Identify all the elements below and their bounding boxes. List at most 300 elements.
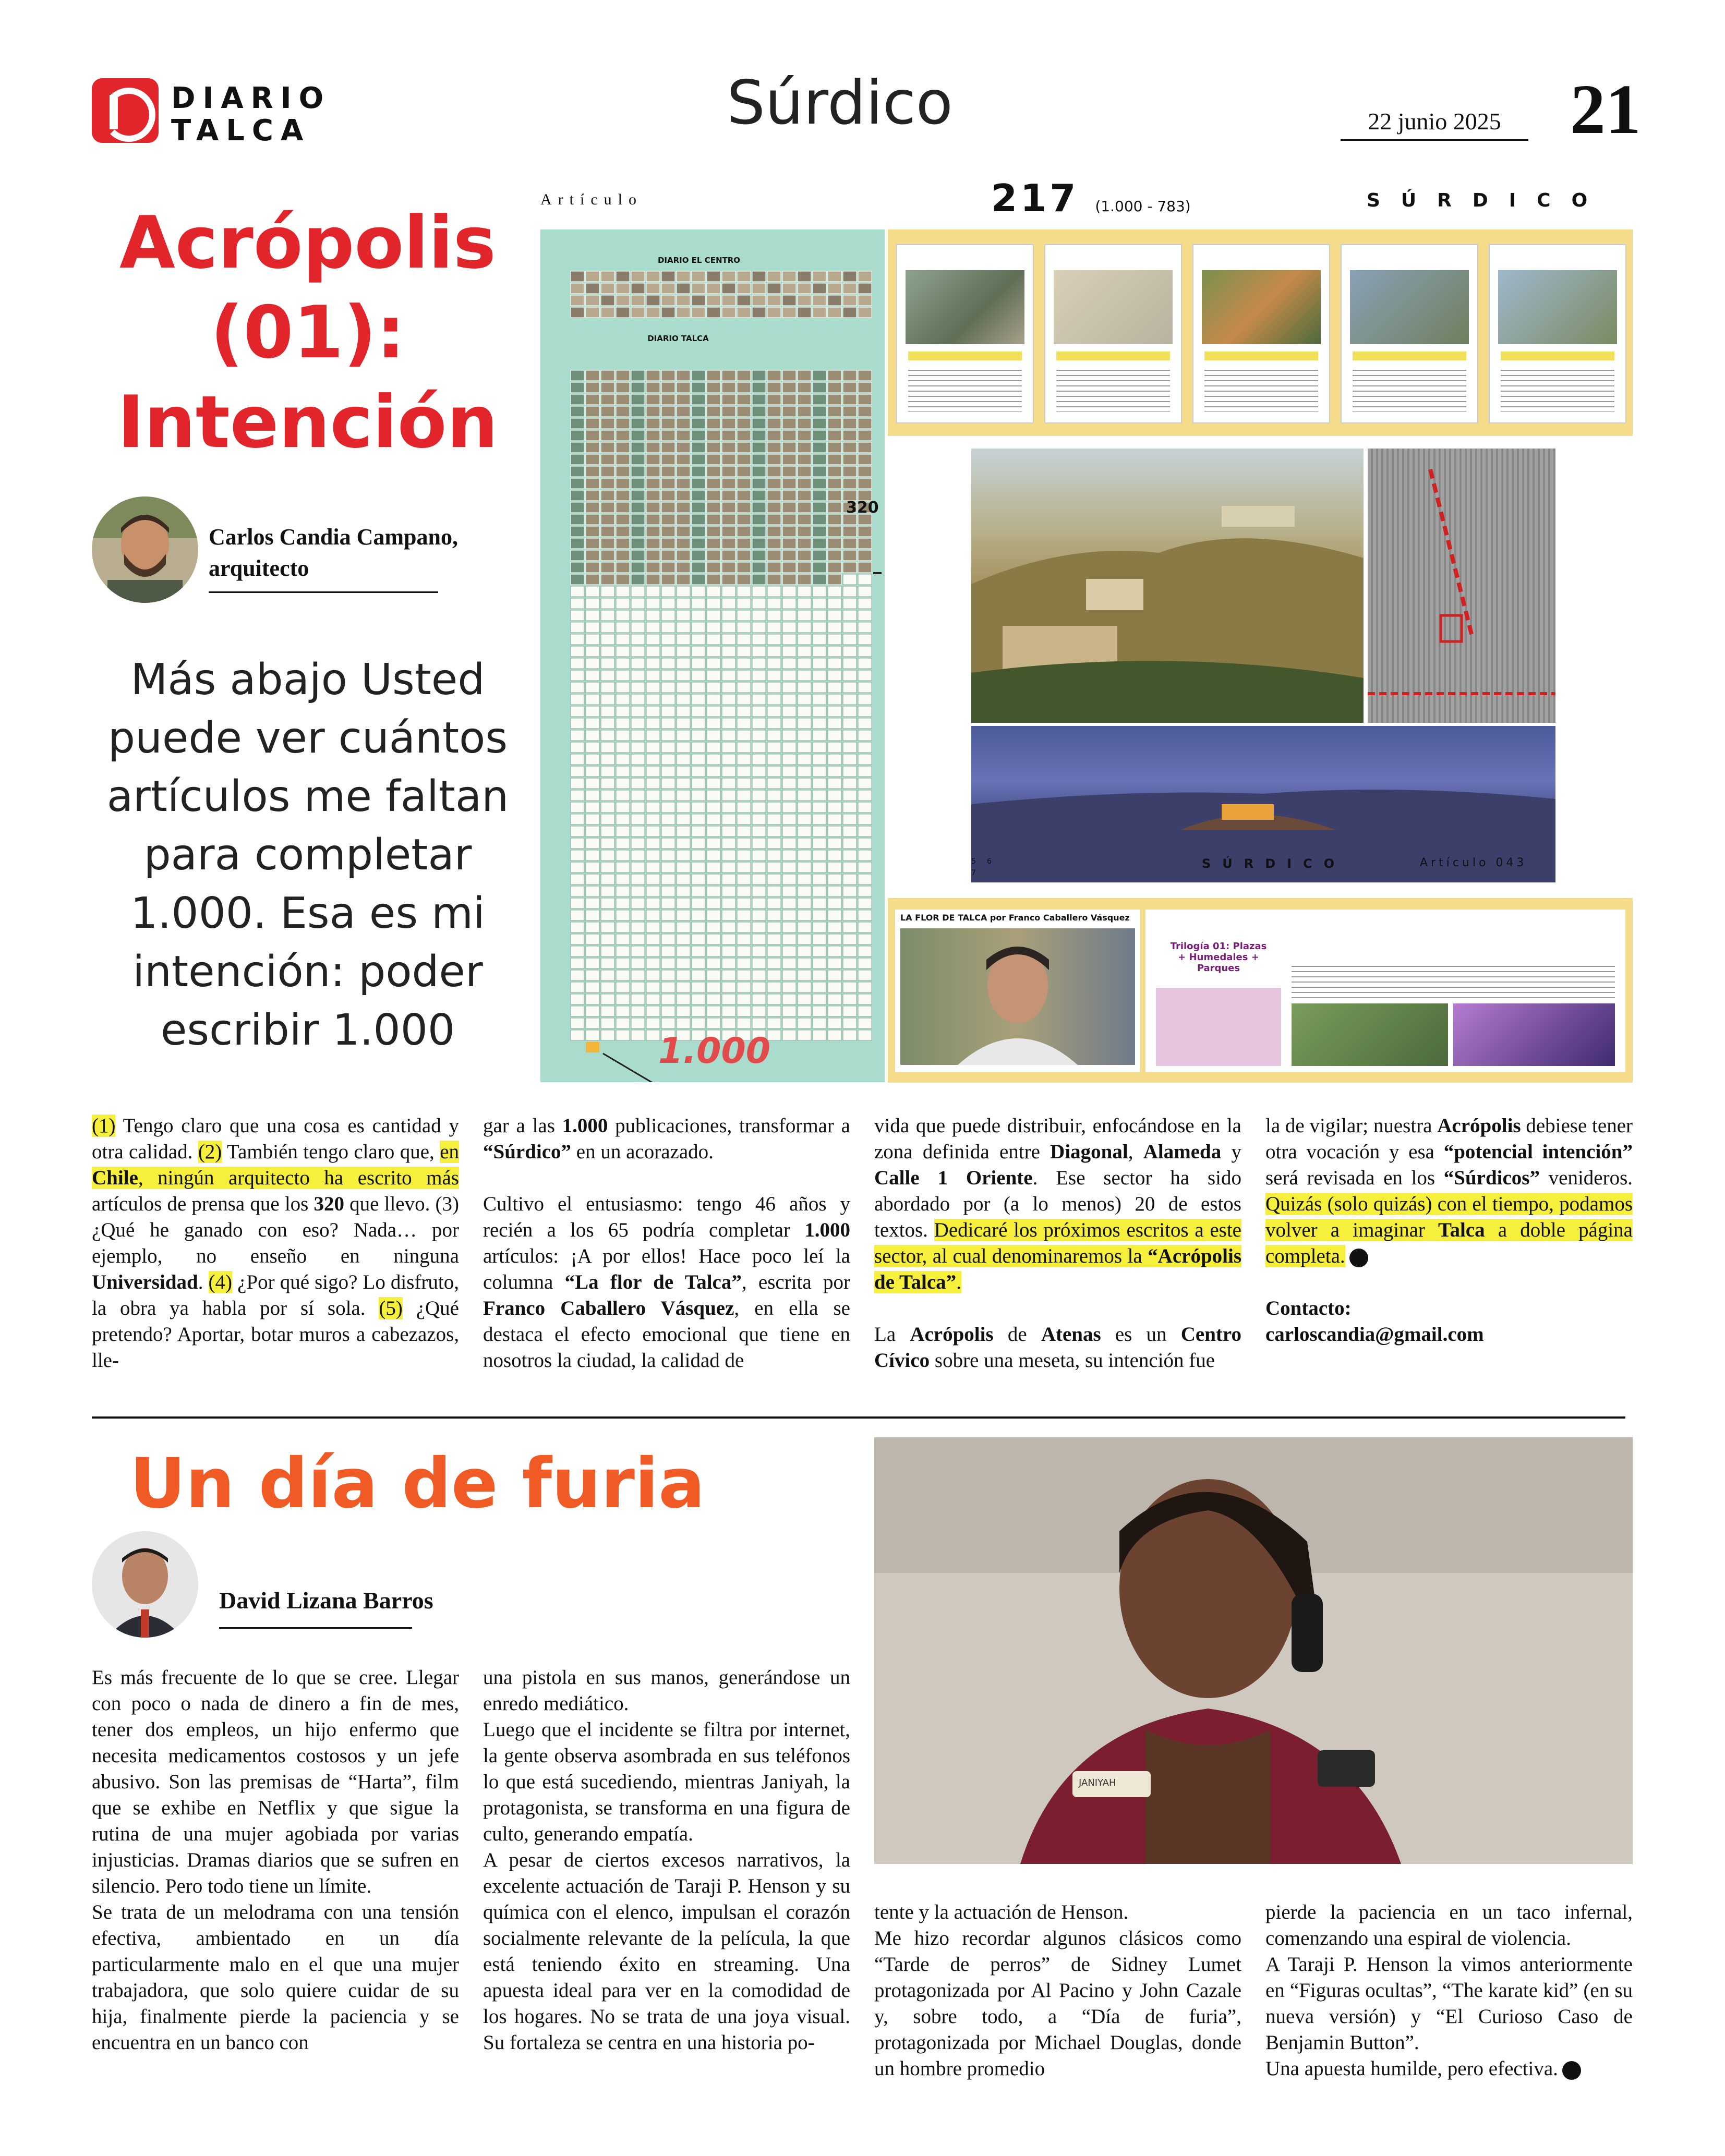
grid-cell-pending: [798, 670, 811, 681]
grid-cell-published: [798, 478, 811, 489]
grid-cell-published: [646, 442, 660, 453]
grid-cell-pending: [601, 682, 614, 693]
grid-cell-pending: [631, 1018, 645, 1028]
grid-cell-published: [798, 562, 811, 573]
grid-cell-pending: [828, 742, 841, 753]
grid-cell-published: [571, 394, 584, 405]
grid-cell-pending: [692, 922, 705, 932]
grid-cell-pending: [571, 922, 584, 932]
grid-cell-published: [677, 442, 690, 453]
grid-cell-published: [828, 526, 841, 537]
grid-cell-pending: [752, 1018, 766, 1028]
grid-cell-published: [631, 550, 645, 561]
grid-cell-pending: [737, 802, 751, 813]
grid-cell-pending: [722, 922, 735, 932]
grid-cell-published: [616, 394, 630, 405]
grid-cell-pending: [782, 778, 796, 789]
grid-cell-pending: [616, 1018, 630, 1028]
grid-cell-pending: [737, 850, 751, 861]
grid-cell-pending: [782, 934, 796, 944]
grid-cell-pending: [616, 670, 630, 681]
grid-cell-published: [707, 514, 720, 525]
grid-cell-pending: [828, 682, 841, 693]
grid-cell-published: [692, 406, 705, 417]
grid-cell-pending: [843, 670, 857, 681]
grid-cell-pending: [752, 586, 766, 597]
grid-cell-published: [782, 430, 796, 441]
grid-cell-published: [828, 307, 841, 318]
spread-index-b: 6: [987, 857, 992, 866]
grid-cell-pending: [767, 958, 781, 968]
grid-cell-pending: [843, 838, 857, 849]
grid-cell-pending: [692, 826, 705, 837]
grid-cell-pending: [843, 802, 857, 813]
grid-cell-pending: [828, 826, 841, 837]
trilogia-spread: [1145, 910, 1625, 1072]
grid-cell-pending: [586, 754, 599, 765]
grid-cell-published: [571, 478, 584, 489]
grid-cell-published: [677, 526, 690, 537]
grid-cell-pending: [813, 802, 826, 813]
grid-cell-pending: [586, 658, 599, 669]
harta-film-still: [874, 1437, 1633, 1864]
grid-cell-pending: [828, 1018, 841, 1028]
grid-cell-pending: [692, 958, 705, 968]
grid-cell-published: [782, 514, 796, 525]
grid-cell-pending: [798, 694, 811, 705]
grid-cell-published: [858, 466, 872, 477]
grid-cell-pending: [646, 598, 660, 609]
grid-cell-published: [616, 526, 630, 537]
grid-cell-pending: [813, 598, 826, 609]
grid-cell-pending: [798, 730, 811, 741]
grid-cell-pending: [646, 610, 660, 621]
grid-cell-pending: [601, 982, 614, 992]
grid-cell-published: [858, 562, 872, 573]
grid-cell-pending: [798, 898, 811, 909]
grid-cell-pending: [782, 622, 796, 633]
grid-cell-published: [571, 550, 584, 561]
grid-cell-published: [828, 370, 841, 381]
grid-cell-pending: [616, 610, 630, 621]
grid-cell-pending: [813, 1006, 826, 1016]
grid-cell-pending: [828, 970, 841, 980]
grid-cell-pending: [586, 790, 599, 801]
grid-cell-published: [752, 442, 766, 453]
grid-cell-published: [752, 502, 766, 513]
grid-cell-published: [586, 442, 599, 453]
grid-cell-pending: [767, 670, 781, 681]
grid-cell-published: [767, 271, 781, 282]
grid-cell-pending: [616, 814, 630, 825]
grid-cell-pending: [722, 586, 735, 597]
grid-cell-published: [661, 466, 675, 477]
grid-cell-pending: [828, 718, 841, 729]
grid-cell-pending: [782, 658, 796, 669]
grid-cell-published: [707, 430, 720, 441]
grid-cell-pending: [737, 910, 751, 920]
grid-cell-pending: [737, 946, 751, 956]
grid-cell-pending: [661, 958, 675, 968]
grid-cell-published: [737, 382, 751, 393]
grid-cell-published: [813, 562, 826, 573]
grid-cell-published: [631, 502, 645, 513]
grid-cell-pending: [782, 718, 796, 729]
grid-cell-pending: [692, 1018, 705, 1028]
grid-cell-published: [813, 538, 826, 549]
grid-cell-published: [707, 526, 720, 537]
grid-cell-published: [843, 370, 857, 381]
grid-cell-pending: [843, 706, 857, 717]
grid-cell-pending: [586, 862, 599, 873]
grid-cell-published: [586, 283, 599, 294]
grid-cell-published: [601, 307, 614, 318]
grid-cell-published: [737, 307, 751, 318]
grid-cell-pending: [798, 766, 811, 777]
grid-cell-published: [722, 538, 735, 549]
grid-cell-published: [813, 370, 826, 381]
grid-cell-published: [813, 478, 826, 489]
grid-cell-pending: [707, 718, 720, 729]
grid-cell-pending: [813, 646, 826, 657]
grid-cell-pending: [631, 622, 645, 633]
grid-cell-published: [752, 394, 766, 405]
grid-cell-pending: [752, 946, 766, 956]
grid-cell-pending: [767, 982, 781, 992]
grid-cell-published: [813, 295, 826, 306]
grid-cell-pending: [782, 634, 796, 645]
grid-cell-pending: [707, 742, 720, 753]
grid-cell-pending: [782, 694, 796, 705]
grid-cell-pending: [798, 982, 811, 992]
grid-cell-published: [677, 574, 690, 585]
grid-cell-published: [677, 295, 690, 306]
grid-cell-published: [677, 478, 690, 489]
grid-cell-pending: [752, 718, 766, 729]
grid-cell-pending: [661, 970, 675, 980]
grid-cell-pending: [767, 898, 781, 909]
grid-cell-published: [571, 490, 584, 501]
grid-cell-pending: [616, 622, 630, 633]
grid-cell-pending: [798, 718, 811, 729]
grid-cell-pending: [631, 826, 645, 837]
grid-cell-pending: [692, 994, 705, 1004]
article-2-column-2: una pistola en sus manos, generándose un enredo mediático. Luego que el incidente se filtra por internet, la gente observa asombrada en sus teléfonos lo que está sucediendo, mientras Janiyah, la protagonista, se transforma en una figura de culto, generando empatía. A pesar de ciertos excesos narrativos, la excelente actuación de Taraji P. Henson y su química con el elenco, impulsan el corazón socialmente relevante de la película, la que está teniendo éxito en streaming. Una apuesta ideal para ver en la comodidad de los hogares. No se trata de una joya visual. Su fortaleza se centra en una historia po-: [483, 1666, 850, 2054]
grid-cell-published: [782, 394, 796, 405]
grid-cell-pending: [646, 886, 660, 897]
grid-cell-published: [707, 283, 720, 294]
grid-cell-pending: [661, 610, 675, 621]
grid-cell-pending: [631, 994, 645, 1004]
author-2-avatar: [92, 1531, 198, 1638]
grid-cell-pending: [677, 658, 690, 669]
grid-cell-pending: [843, 778, 857, 789]
logo-line-2: TALCA: [171, 114, 311, 148]
grid-cell-pending: [843, 718, 857, 729]
grid-cell-pending: [798, 682, 811, 693]
grid-cell-pending: [692, 850, 705, 861]
grid-cell-pending: [631, 958, 645, 968]
grid-cell-published: [813, 526, 826, 537]
grid-cell-published: [843, 442, 857, 453]
grid-cell-pending: [677, 706, 690, 717]
grid-cell-published: [571, 295, 584, 306]
grid-cell-pending: [843, 586, 857, 597]
grid-cell-published: [798, 538, 811, 549]
grid-arrow-icon: [603, 1053, 654, 1082]
grid-cell-pending: [858, 838, 872, 849]
grid-cell-pending: [616, 790, 630, 801]
grid-cell-published: [828, 382, 841, 393]
grid-cell-pending: [646, 802, 660, 813]
grid-cell-pending: [646, 790, 660, 801]
grid-cell-published: [661, 490, 675, 501]
grid-cell-published: [752, 271, 766, 282]
grid-cell-published: [661, 394, 675, 405]
grid-cell-pending: [616, 946, 630, 956]
grid-cell-published: [737, 430, 751, 441]
grid-cell-published: [798, 295, 811, 306]
grid-cell-pending: [601, 646, 614, 657]
trilogia-photo-grid: [1156, 988, 1281, 1066]
grid-cell-pending: [571, 598, 584, 609]
grid-cell-pending: [692, 898, 705, 909]
grid-cell-pending: [631, 862, 645, 873]
grid-cell-pending: [601, 586, 614, 597]
grid-cell-published: [798, 490, 811, 501]
grid-cell-published: [601, 562, 614, 573]
grid-cell-pending: [571, 718, 584, 729]
grid-cell-published: [813, 406, 826, 417]
grid-cell-pending: [677, 646, 690, 657]
grid-cell-pending: [707, 994, 720, 1004]
grid-cell-pending: [782, 682, 796, 693]
grid-cell-pending: [843, 646, 857, 657]
grid-cell-published: [767, 550, 781, 561]
grid-cell-published: [661, 406, 675, 417]
page-number: 21: [1570, 70, 1641, 149]
grid-cell-pending: [661, 802, 675, 813]
grid-cell-published: [707, 574, 720, 585]
grid-cell-pending: [767, 634, 781, 645]
grid-cell-published: [646, 406, 660, 417]
grid-cell-published: [631, 454, 645, 465]
grid-cell-published: [692, 454, 705, 465]
grid-cell-pending: [646, 874, 660, 885]
grid-cell-published: [858, 394, 872, 405]
grid-cell-published: [798, 430, 811, 441]
grid-cell-pending: [646, 814, 660, 825]
grid-cell-published: [586, 394, 599, 405]
grid-cell-pending: [843, 742, 857, 753]
grid-cell-pending: [631, 802, 645, 813]
author-1-role: arquitecto: [209, 555, 309, 581]
grid-cell-pending: [737, 682, 751, 693]
grid-cell-pending: [661, 898, 675, 909]
grid-cell-pending: [571, 802, 584, 813]
grid-cell-published: [767, 418, 781, 429]
grid-cell-pending: [631, 670, 645, 681]
grid-cell-pending: [646, 586, 660, 597]
grid-cell-published: [722, 295, 735, 306]
grid-cell-pending: [767, 862, 781, 873]
grid-cell-published: [813, 430, 826, 441]
grid-cell-pending: [813, 1018, 826, 1028]
grid-cell-pending: [631, 766, 645, 777]
grid-cell-pending: [828, 634, 841, 645]
grid-cell-pending: [752, 886, 766, 897]
grid-cell-published: [646, 562, 660, 573]
grid-title-el-centro: DIARIO EL CENTRO: [657, 256, 741, 265]
grid-cell-pending: [631, 970, 645, 980]
grid-cell-published: [752, 478, 766, 489]
grid-cell-pending: [858, 1030, 872, 1040]
grid-cell-pending: [782, 910, 796, 920]
grid-cell-pending: [661, 766, 675, 777]
grid-cell-pending: [767, 694, 781, 705]
grid-cell-pending: [601, 898, 614, 909]
grid-cell-published: [571, 574, 584, 585]
grid-cell-pending: [677, 850, 690, 861]
grid-cell-pending: [737, 670, 751, 681]
grid-cell-pending: [646, 766, 660, 777]
grid-cell-pending: [798, 742, 811, 753]
grid-cell-published: [586, 538, 599, 549]
grid-cell-pending: [843, 730, 857, 741]
grid-cell-pending: [782, 754, 796, 765]
trilogia-photo-night: [1453, 1003, 1615, 1066]
grid-cell-published: [586, 478, 599, 489]
grid-cell-pending: [601, 874, 614, 885]
grid-cell-pending: [692, 802, 705, 813]
grid-cell-pending: [828, 910, 841, 920]
grid-cell-published: [813, 550, 826, 561]
grid-cell-published: [752, 295, 766, 306]
grid-cell-published: [616, 406, 630, 417]
grid-cell-pending: [692, 946, 705, 956]
grid-cell-pending: [828, 790, 841, 801]
grid-cell-pending: [646, 970, 660, 980]
grid-cell-published: [631, 514, 645, 525]
grid-cell-pending: [813, 790, 826, 801]
spread-index-a: 5: [971, 857, 976, 866]
grid-cell-pending: [661, 586, 675, 597]
grid-cell-published: [601, 574, 614, 585]
grid-cell-pending: [737, 730, 751, 741]
grid-cell-pending: [661, 982, 675, 992]
grid-cell-pending: [631, 850, 645, 861]
grid-cell-published: [692, 562, 705, 573]
grid-cell-published: [828, 574, 841, 585]
trilogia-title: Trilogía 01: Plazas + Humedales + Parques: [1170, 941, 1267, 974]
grid-cell-pending: [707, 730, 720, 741]
grid-cell-pending: [677, 598, 690, 609]
grid-cell-published: [692, 502, 705, 513]
grid-cell-published: [828, 514, 841, 525]
grid-cell-pending: [722, 754, 735, 765]
grid-cell-pending: [843, 958, 857, 968]
grid-cell-pending: [616, 970, 630, 980]
grid-cell-published: [782, 466, 796, 477]
grid-cell-published: [707, 490, 720, 501]
grid-cell-pending: [722, 994, 735, 1004]
grid-cell-pending: [661, 718, 675, 729]
grid-cell-pending: [677, 934, 690, 944]
grid-cell-published: [843, 382, 857, 393]
grid-cell-published: [722, 574, 735, 585]
grid-cell-published: [616, 538, 630, 549]
aerial-map-overlay-icon: [1368, 449, 1555, 723]
grid-cell-pending: [631, 982, 645, 992]
grid-cell-published: [661, 295, 675, 306]
grid-cell-pending: [722, 958, 735, 968]
grid-cell-pending: [586, 598, 599, 609]
grid-cell-published: [586, 550, 599, 561]
grid-cell-pending: [737, 790, 751, 801]
grid-cell-published: [601, 418, 614, 429]
grid-cell-pending: [571, 910, 584, 920]
grid-cell-pending: [722, 610, 735, 621]
grid-cell-published: [737, 538, 751, 549]
grid-cell-pending: [722, 778, 735, 789]
grid-cell-pending: [692, 814, 705, 825]
grid-cell-pending: [737, 754, 751, 765]
grid-cell-pending: [752, 754, 766, 765]
grid-cell-published: [843, 478, 857, 489]
author-1-byline: [209, 522, 458, 584]
grid-cell-published: [737, 406, 751, 417]
grid-cell-pending: [752, 706, 766, 717]
grid-cell-pending: [616, 1030, 630, 1040]
grid-cell-published: [767, 442, 781, 453]
grid-cell-pending: [813, 814, 826, 825]
grid-cell-pending: [798, 1006, 811, 1016]
grid-cell-pending: [616, 646, 630, 657]
grid-cell-pending: [631, 1006, 645, 1016]
grid-cell-published: [692, 514, 705, 525]
grid-cell-pending: [646, 946, 660, 956]
grid-cell-published: [586, 574, 599, 585]
grid-cell-pending: [737, 958, 751, 968]
grid-cell-pending: [571, 658, 584, 669]
grid-cell-published: [616, 550, 630, 561]
author-1-portrait-icon: [92, 496, 198, 603]
grid-cell-pending: [677, 754, 690, 765]
grid-cell-pending: [782, 598, 796, 609]
grid-cell-pending: [601, 886, 614, 897]
grid-cell-pending: [782, 802, 796, 813]
grid-cell-pending: [798, 646, 811, 657]
grid-cell-published: [737, 466, 751, 477]
grid-cell-pending: [737, 598, 751, 609]
grid-cell-pending: [601, 838, 614, 849]
grid-cell-pending: [722, 970, 735, 980]
grid-cell-pending: [661, 754, 675, 765]
grid-cell-published: [707, 538, 720, 549]
grid-cell-pending: [707, 778, 720, 789]
grid-cell-pending: [813, 946, 826, 956]
grid-cell-pending: [782, 982, 796, 992]
grid-cell-pending: [677, 802, 690, 813]
grid-cell-published: [692, 307, 705, 318]
article-progress-grid: [540, 229, 885, 1082]
grid-cell-pending: [571, 790, 584, 801]
grid-cell-pending: [843, 622, 857, 633]
grid-cell-pending: [646, 622, 660, 633]
grid-cell-published: [692, 370, 705, 381]
grid-cell-published: [858, 478, 872, 489]
grid-cell-pending: [813, 694, 826, 705]
